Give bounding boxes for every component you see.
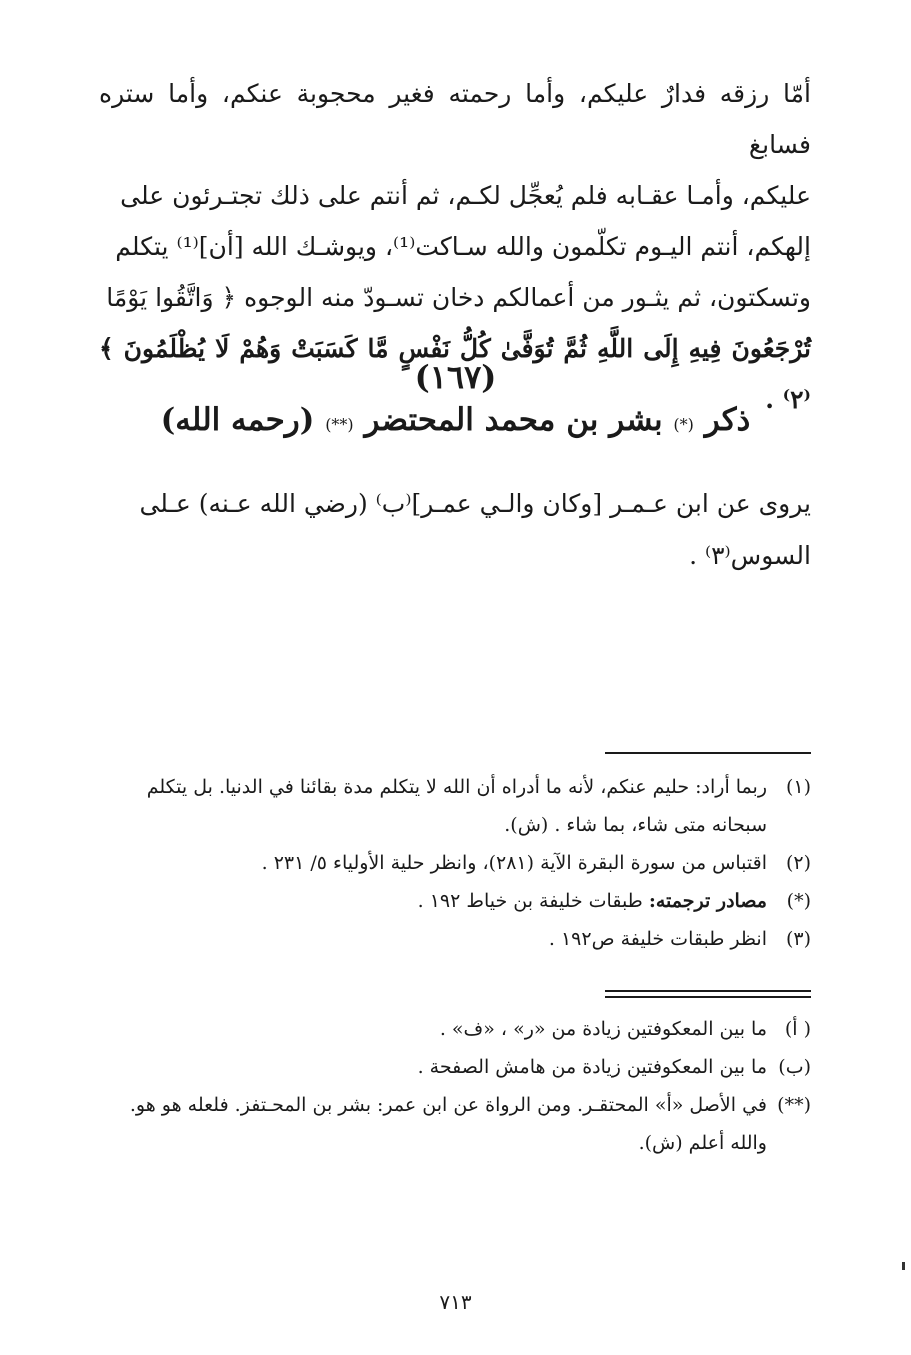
- footnote-item: [99, 844, 811, 882]
- entry-number: (١٦٧): [414, 358, 497, 396]
- footnote-text: اقتباس من سورة البقرة الآية (٢٨١)، وانظر حلية الأولياء ٥/ ٢٣١ .: [261, 852, 767, 874]
- footnote-heading: مصادر ترجمته:: [648, 890, 767, 912]
- person-name: بشر بن محمد المحتضر: [364, 402, 663, 438]
- note-text: في الأصل «أ» المحتقـر. ومن الرواة عن ابن عمر: بشر بن المحـتفز. فلعله هو هو. والله أعلم (ش).: [129, 1094, 767, 1154]
- editor-notes: [99, 1010, 811, 1162]
- quran-verse-line: تُرْجَعُونَ فِيهِ إِلَى اللَّهِ ثُمَّ تُوَفَّىٰ كُلُّ نَفْسٍ مَّا كَسَبَتْ وَهُمْ لَا يُظْلَمُونَ ﴾⁽٢⁾ .: [99, 334, 811, 414]
- entry-paragraph: [99, 478, 811, 582]
- footnote-text: ربما أراد: حليم عنكم، لأنه ما أدراه أن الله لا يتكلم مدة بقائنا في الدنيا. بل يتكلم سبحانه متى شاء، بما شاء . (ش).: [146, 776, 767, 836]
- title-blessing: (رحمه الله): [160, 402, 315, 438]
- footnote-key: (*): [786, 890, 811, 912]
- entry-line: يروى عن ابن عـمـر [وكان والـي عمـر]⁽ب⁾ (رضي الله عـنه) عـلى: [139, 489, 811, 518]
- body-line: إلهكم، أنتم اليـوم تكلّمون والله سـاكت⁽¹⁾، ويوشـك الله [أن]⁽¹⁾ يتكلم: [115, 232, 811, 261]
- footnotes: [99, 768, 811, 958]
- note-key: (**): [777, 1094, 811, 1116]
- scan-artifact: [902, 1262, 905, 1270]
- footnote-key: (٣): [785, 928, 811, 950]
- note-item: [99, 1010, 811, 1048]
- footnote-key: (١): [785, 776, 811, 798]
- note-item: [99, 1086, 811, 1162]
- footnote-key: (٢): [785, 852, 811, 874]
- note-key: ( أ): [784, 1018, 811, 1040]
- note-key: (ب): [778, 1056, 811, 1078]
- body-line: وتسكتون، ثم يثـور من أعمالكم دخان تسـودّ منه الوجوه ﴿ وَاتَّقُوا يَوْمًا: [106, 283, 811, 312]
- footnote-marker: (**): [325, 415, 354, 434]
- double-rule-top: [605, 990, 811, 992]
- double-rule-bottom: [605, 996, 811, 998]
- entry-line: السوس⁽٣⁾ .: [689, 541, 811, 570]
- page-number: ٧١٣: [439, 1290, 472, 1314]
- note-text: ما بين المعكوفتين زيادة من هامش الصفحة .: [417, 1056, 767, 1078]
- footnote-item: [99, 920, 811, 958]
- footnote-divider: [605, 752, 811, 754]
- footnote-item: [99, 768, 811, 844]
- footnote-marker: (*): [673, 415, 694, 434]
- footnote-text: انظر طبقات خليفة ص١٩٢ .: [548, 928, 767, 950]
- entry-title: [0, 402, 911, 438]
- body-line: عليكم، وأمـا عقـابه فلم يُعجِّل لكـم، ثم أنتم على ذلك تجتـرئون على: [120, 181, 811, 210]
- note-text: ما بين المعكوفتين زيادة من «ر» ، «ف» .: [439, 1018, 767, 1040]
- note-item: [99, 1048, 811, 1086]
- title-word: ذكر: [704, 402, 751, 438]
- body-line: أمّا رزقه فدارٌ عليكم، وأما رحمته فغير محجوبة عنكم، وأما ستره فسابغ: [99, 79, 811, 159]
- footnote-text: طبقات خليفة بن خياط ١٩٢ .: [417, 890, 643, 912]
- footnote-item: [99, 882, 811, 920]
